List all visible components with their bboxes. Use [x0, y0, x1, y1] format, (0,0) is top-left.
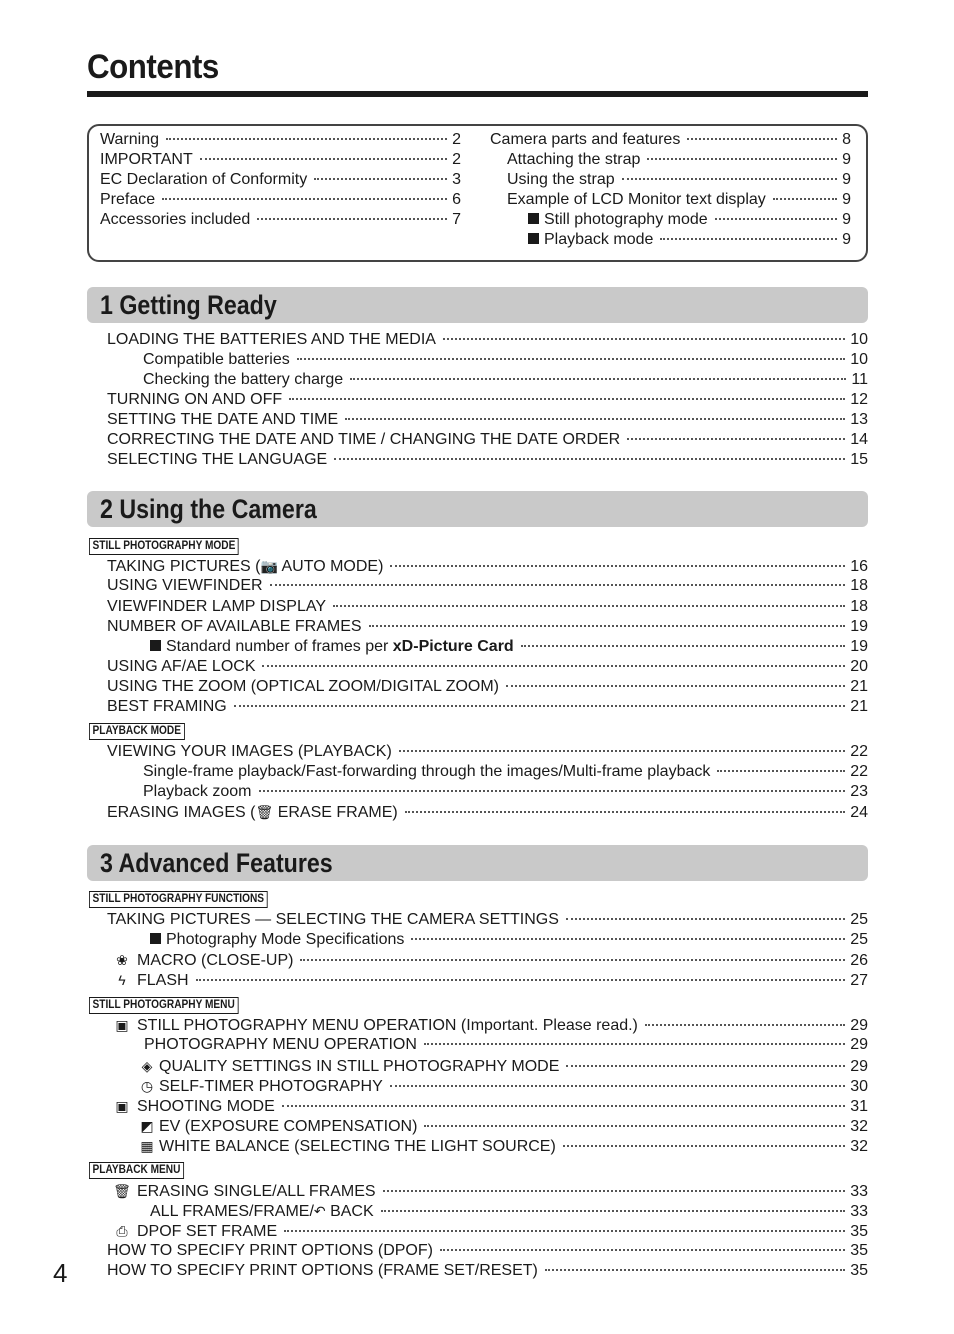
toc-entry-print-options-frame-set[interactable]: HOW TO SPECIFY PRINT OPTIONS (FRAME SET/RESET) 35	[107, 1262, 868, 1279]
tag-still-photography-mode: STILL PHOTOGRAPHY MODE	[89, 538, 239, 555]
toc-entry-accessories[interactable]: Accessories included 7	[100, 211, 461, 228]
trash-icon: 🗑	[113, 1183, 131, 1199]
toc-entry-taking-pictures-auto[interactable]: TAKING PICTURES (📷 AUTO MODE) 16	[107, 558, 868, 575]
toc-entry-zoom[interactable]: USING THE ZOOM (OPTICAL ZOOM/DIGITAL ZOOM) 21	[107, 678, 868, 695]
ev-icon: ◩	[140, 1118, 154, 1134]
toc-entry-compatible-batteries[interactable]: Compatible batteries 10	[143, 351, 868, 368]
flash-icon: ϟ	[118, 972, 126, 988]
toc-entry-dpof-set-frame[interactable]: ⎙ DPOF SET FRAME 35	[113, 1221, 868, 1241]
page-title: Contents	[87, 48, 219, 86]
toc-entry-self-timer[interactable]: ◷ SELF-TIMER PHOTOGRAPHY 30	[140, 1078, 868, 1095]
toc-entry-viewfinder-lamp[interactable]: VIEWFINDER LAMP DISPLAY 18	[107, 598, 868, 615]
toc-entry-camera-parts[interactable]: Camera parts and features 8	[490, 131, 851, 148]
page-number: 4	[53, 1258, 68, 1288]
title-rule	[87, 91, 868, 97]
toc-entry-attaching-strap[interactable]: Attaching the strap 9	[507, 151, 851, 168]
toc-entry-camera-settings[interactable]: TAKING PICTURES — SELECTING THE CAMERA SETTINGS 25	[107, 911, 868, 928]
camera-auto-icon: 📷	[260, 558, 278, 574]
toc-entry-mode-specs[interactable]: Photography Mode Specifications 25	[150, 930, 868, 950]
tag-playback-menu: PLAYBACK MENU	[89, 1162, 184, 1179]
toc-entry-setting-date[interactable]: SETTING THE DATE AND TIME 13	[107, 411, 868, 428]
square-bullet-icon	[150, 640, 161, 651]
toc-entry-ev[interactable]: ◩ EV (EXPOSURE COMPENSATION) 32	[140, 1118, 868, 1135]
toc-entry-single-frame-playback[interactable]: Single-frame playback/Fast-forwarding through the images/Multi-frame playback 22	[143, 763, 868, 780]
section-header-getting-ready: 1 Getting Ready	[87, 287, 868, 323]
back-arrow-icon: ↶	[313, 1203, 326, 1219]
toc-entry-standard-frames[interactable]: Standard number of frames per xD-Picture Card 19	[150, 637, 868, 657]
toc-entry-white-balance[interactable]: ▦ WHITE BALANCE (SELECTING THE LIGHT SOURCE) 32	[140, 1138, 868, 1155]
toc-entry-all-frames-back[interactable]: ALL FRAMES/FRAME/↶ BACK 33	[150, 1203, 868, 1220]
toc-entry-battery-charge[interactable]: Checking the battery charge 11	[143, 371, 868, 388]
toc-entry-available-frames[interactable]: NUMBER OF AVAILABLE FRAMES 19	[107, 618, 868, 635]
tag-still-photography-menu: STILL PHOTOGRAPHY MENU	[89, 997, 238, 1014]
toc-entry-shooting-mode[interactable]: ▣ SHOOTING MODE 31	[113, 1096, 868, 1116]
toc-entry-flash[interactable]: ϟ FLASH 27	[113, 970, 868, 990]
toc-entry-quality-settings[interactable]: ◈ QUALITY SETTINGS IN STILL PHOTOGRAPHY MODE 29	[141, 1058, 868, 1075]
tag-still-photography-functions: STILL PHOTOGRAPHY FUNCTIONS	[89, 891, 268, 908]
quality-icon: ◈	[141, 1058, 153, 1074]
toc-entry-warning[interactable]: Warning 2	[100, 131, 461, 148]
section-header-using-camera: 2 Using the Camera	[87, 491, 868, 527]
square-bullet-icon	[528, 213, 539, 224]
toc-entry-ec-declaration[interactable]: EC Declaration of Conformity 3	[100, 171, 461, 188]
camera-icon: ▣	[115, 1098, 129, 1114]
toc-entry-correcting-date[interactable]: CORRECTING THE DATE AND TIME / CHANGING THE DATE ORDER 14	[107, 431, 868, 448]
toc-entry-still-menu-operation[interactable]: ▣ STILL PHOTOGRAPHY MENU OPERATION (Important. Please read.) 29	[113, 1015, 868, 1035]
toc-entry-erasing-frames[interactable]: 🗑 ERASING SINGLE/ALL FRAMES 33	[113, 1183, 868, 1200]
toc-entry-af-ae-lock[interactable]: USING AF/AE LOCK 20	[107, 658, 868, 675]
toc-entry-preface[interactable]: Preface 6	[100, 191, 461, 208]
toc-entry-language[interactable]: SELECTING THE LANGUAGE 15	[107, 451, 868, 468]
toc-entry-lcd-example[interactable]: Example of LCD Monitor text display 9	[507, 191, 851, 208]
toc-entry-erasing-images[interactable]: ERASING IMAGES (🗑 ERASE FRAME) 24	[107, 804, 868, 821]
toc-entry-using-strap[interactable]: Using the strap 9	[507, 171, 851, 188]
section-header-advanced-features: 3 Advanced Features	[87, 845, 868, 881]
toc-entry-playback-zoom[interactable]: Playback zoom 23	[143, 783, 868, 800]
tag-playback-mode: PLAYBACK MODE	[89, 723, 185, 740]
print-icon: ⎙	[116, 1223, 128, 1239]
white-balance-icon: ▦	[140, 1138, 154, 1154]
toc-entry-turning-on-off[interactable]: TURNING ON AND OFF 12	[107, 391, 868, 408]
toc-entry-still-mode[interactable]: Still photography mode 9	[528, 210, 851, 230]
toc-entry-photography-menu-operation[interactable]: PHOTOGRAPHY MENU OPERATION 29	[144, 1036, 868, 1053]
toc-entry-playback-mode[interactable]: Playback mode 9	[528, 230, 851, 250]
macro-tulip-icon: ❀	[116, 952, 128, 968]
camera-icon: ▣	[115, 1017, 129, 1033]
toc-entry-best-framing[interactable]: BEST FRAMING 21	[107, 698, 868, 715]
toc-entry-important[interactable]: IMPORTANT 2	[100, 151, 461, 168]
self-timer-icon: ◷	[140, 1078, 154, 1094]
trash-icon: 🗑	[255, 804, 274, 820]
toc-entry-using-viewfinder[interactable]: USING VIEWFINDER 18	[107, 577, 868, 594]
toc-entry-loading-batteries[interactable]: LOADING THE BATTERIES AND THE MEDIA 10	[107, 331, 868, 348]
square-bullet-icon	[528, 233, 539, 244]
toc-entry-viewing-images[interactable]: VIEWING YOUR IMAGES (PLAYBACK) 22	[107, 743, 868, 760]
toc-entry-print-options-dpof[interactable]: HOW TO SPECIFY PRINT OPTIONS (DPOF) 35	[107, 1242, 868, 1259]
square-bullet-icon	[150, 933, 161, 944]
toc-entry-macro[interactable]: ❀ MACRO (CLOSE-UP) 26	[113, 950, 868, 970]
